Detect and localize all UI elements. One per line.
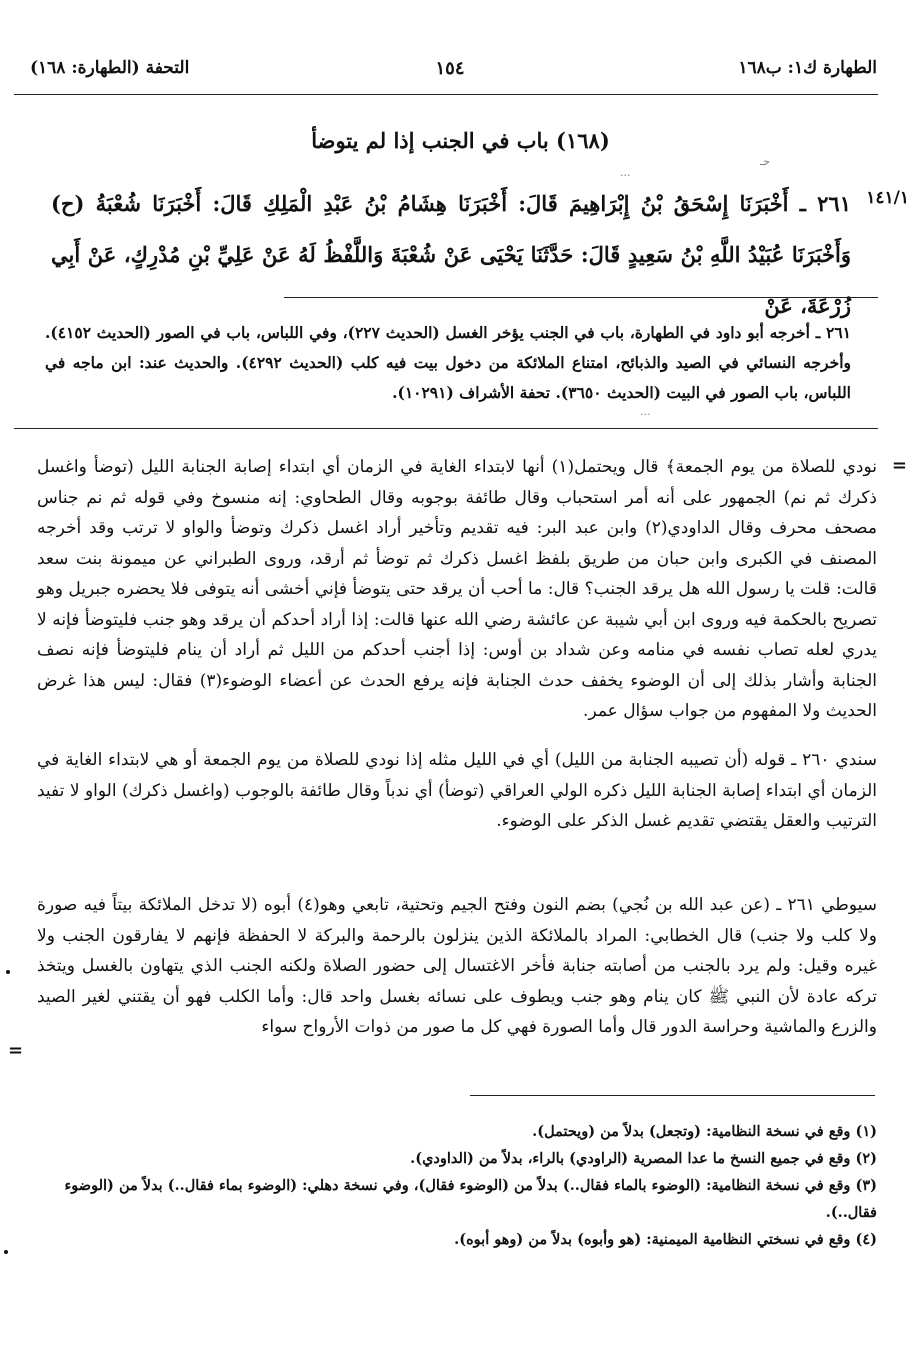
handwritten-note: ...	[640, 405, 651, 418]
page-number: ١٥٤	[435, 58, 465, 79]
header-rule	[14, 94, 878, 95]
footnote-2: (٢) وقع في جميع النسخ ما عدا المصرية (الراودي) بالراء، بدلاً من (الداودي).	[410, 1150, 877, 1167]
footnote-rule	[470, 1095, 875, 1096]
continuation-mark: =	[891, 455, 907, 476]
handwritten-note: ...	[620, 166, 631, 179]
margin-reference-number: ١٤١/١	[866, 188, 909, 208]
commentary-paragraph-sindi: سندي ٢٦٠ ـ قوله (أن تصيبه الجنابة من الليل) أي في الليل مثله إذا نودي للصلاة من يوم الجمعة أو هي لابتداء الغاية في الزمان أي ابتداء إصابة الجنابة الليل ذكره الولي العراقي (توضأ) أي ندباً وقال طائفة بالوجوب (واغسل ذكرك) الواو لا تفيد الترتيب والعقل يقتضي تقديم غسل الذكر على الوضوء.	[37, 750, 877, 831]
commentary-paragraph-suyuti: سيوطي ٢٦١ ـ (عن عبد الله بن نُجي) بضم النون وفتح الجيم وتحتية، تابعي وهو(٤) أبوه (لا تدخل الملائكة بيتاً فيه صورة ولا كلب ولا جنب) قال الخطابي: المراد بالملائكة الذين ينزلون بالرحمة والبركة لا الحفظة فإنهم لا يفارقون الجنب ولا غيره وقيل: ولم يرد بالجنب من أصابته جنابة فأخر الاغتسال إلى حضور الصلاة ولكنه الجنب الذي يتهاون بالغسل ويتخذ تركه عادة لأن النبي ﷺ كان ينام وهو جنب ويطوف على نسائه بغسل واحد قال: وأما الكلب فهو أن يقتني لغير الصيد والزرع والماشية وحراسة الدور قال وأما الصورة فهي كل ما صور من ذوات الأرواح سواء	[37, 895, 877, 1037]
continuation-mark: =	[8, 1040, 24, 1061]
chapter-title: (١٦٨) باب في الجنب إذا لم يتوضأ	[311, 128, 610, 153]
margin-dot	[4, 1250, 8, 1254]
takhrij-note: ٢٦١ ـ أخرجه أبو داود في الطهارة، باب في الجنب يؤخر الغسل (الحديث ٢٢٧)، وفي اللباس، باب في الصور (الحديث ٤١٥٢). وأخرجه النسائي في الصيد والذبائح، امتناع الملائكة من دخول بيت فيه كلب (الحديث ٤٢٩٢). والحديث عند: ابن ماجه في اللباس، باب الصور في البيت (الحديث ٣٦٥٠). تحفة الأشراف (١٠٢٩١).	[45, 323, 851, 402]
footnote-4: (٤) وقع في نسختي النظامية الميمنية: (هو وأبوه) بدلاً من (وهو أبوه).	[454, 1231, 877, 1248]
section-separator	[14, 428, 878, 429]
page-header-right: الطهارة ك١: ب١٦٨	[738, 58, 877, 78]
footnotes	[37, 1118, 877, 1253]
handwritten-note: حـ	[760, 155, 771, 168]
hadith-text: ٢٦١ ـ أَخْبَرَنَا إِسْحَقُ بْنُ إِبْرَاهِيمَ قَالَ: أَخْبَرَنَا هِشَامُ بْنُ عَبْدِ الْمَلِكِ قَالَ: أَخْبَرَنَا شُعْبَةُ (ح) وَأَخْبَرَنَا عُبَيْدُ اللَّهِ بْنُ سَعِيدٍ قَالَ: حَدَّثَنَا يَحْيَى عَنْ شُعْبَةَ وَاللَّفْظُ لَهُ عَنْ عَلِيِّ بْنِ مُدْرِكٍ، عَنْ أَبِي زُرْعَةَ، عَنْ	[51, 191, 851, 318]
footnote-1: (١) وقع في نسخة النظامية: (وتجعل) بدلاً من (ويحتمل).	[532, 1123, 877, 1140]
hadith-separator	[284, 297, 878, 298]
page-header-left: التحفة (الطهارة: ١٦٨)	[30, 58, 190, 78]
commentary-paragraph: نودي للصلاة من يوم الجمعة﴾ قال ويحتمل(١) أنها لابتداء الغاية في الزمان أي ابتداء إصابة الجنابة الليل (توضأ واغسل ذكرك ثم نم) الجمهور على أنه أمر استحباب وقال طائفة بوجوبه وقال الطحاوي: إنه منسوخ وفي قوله ثم نم جناس مصحف محرف وقال الداودي(٢) وابن عبد البر: فيه تقديم وتأخير أراد اغسل ذكرك وتوضأ والواو لا ترتب وقد أخرجه المصنف في الكبرى وابن حبان من طريق بلفظ اغسل ذكرك ثم توضأ ثم أرقد، وروى الطبراني عن ميمونة بنت سعد قالت: قلت يا رسول الله هل يرقد الجنب؟ قال: ما أحب أن يرقد حتى يتوضأ فإني أخشى أنه يتوفى فلا يحضره جبريل وهو تصريح بالحكمة فيه وروى ابن أبي شيبة عن عائشة رضي الله عنها قالت: إذا أراد أحدكم أن يرقد وهو جنب فليتوضأ فإنه لا يدري لعله تصاب نفسه في منامه وعن شداد بن أوس: إذا أجنب أحدكم من الليل ثم أراد أن ينام فليتوضأ فإنه نصف الجنابة وأشار بذلك إلى أن الوضوء يخفف حدث الجنابة فإنه يرفع الحدث عن أعضاء الوضوء(٣) فقال: ليس هذا غرض الحديث ولا المفهوم من جواب سؤال عمر.	[37, 457, 877, 721]
margin-dot	[6, 970, 10, 974]
footnote-3: (٣) وقع في نسخة النظامية: (الوضوء بالماء فقال..) بدلاً من (الوضوء فقال)، وفي نسخة دهلي: (الوضوء بماء فقال..) بدلاً من (الوضوء فقال..).	[64, 1177, 877, 1221]
